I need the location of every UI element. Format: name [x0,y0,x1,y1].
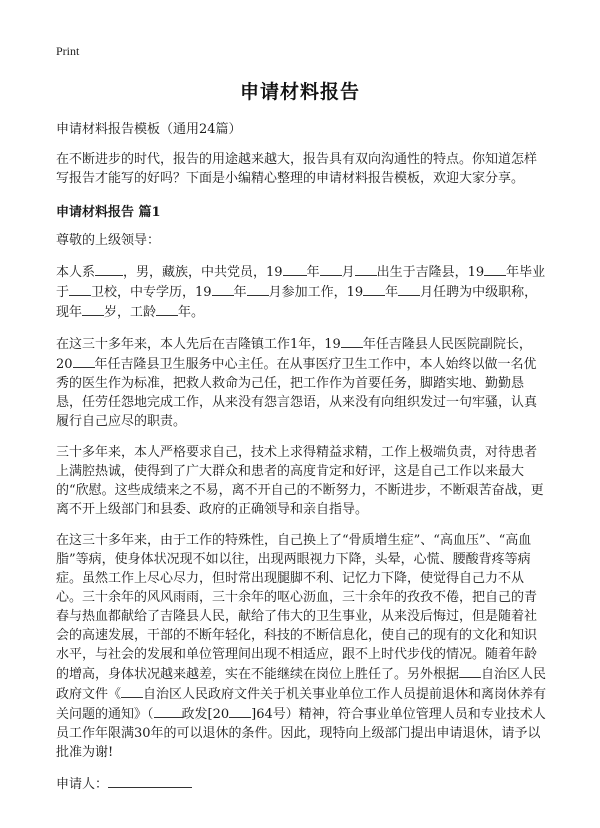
fill-blank [355,262,377,276]
text-segment: 年任吉隆县卫生服务中心主任。在从事医疗卫生工作中，本人始终以做一名优秀的医生作为标准，把救人救命为己任，把工作作为首要任务，脚踏实地、勤勤恳恳，任劳任怨地完成工作，从来没有怨言怨语，从来没有向组织发过一句牢骚，认真履行自己应尽的职责。 [56,357,538,429]
document-subtitle: 申请材料报告模板（通用24篇） [56,122,242,137]
document-body [56,120,548,794]
paragraph-3: 三十多年来，本人严格要求自己，技术上求得精益求精，工作上极端负责，对待患者上满腔热诚，使得到了广大群众和患者的高度肯定和好评，这是自己工作以来最大的“欣慰。这些成绩来之不易，离不开自己的不断努力，不断进步，不断艰苦奋战，更离不开上级部门和县委、政府的正确领导和亲自指导。 [56,445,544,517]
signature-label: 申请人： [56,777,109,792]
text-segment: 月任聘为中级职称，现年 [56,285,538,320]
paragraph-4 [56,531,548,762]
fill-blank [283,262,307,276]
fill-blank [121,684,143,698]
text-segment: 本人系 [56,265,96,280]
print-link[interactable]: Print [56,44,80,58]
fill-blank [95,262,123,276]
text-segment: 年 [233,285,247,300]
page-title: 申请材料报告 [239,81,360,103]
text-segment: ]64号）精神，符合事业单位管理人员和专业技术人员工作年限满30年的可以退休的条件。因此，现特向上级部门提出申请退休，请予以批准为谢! [56,707,546,760]
fill-blank [154,704,182,718]
text-segment: 月参加工作，19 [268,285,364,300]
fill-blank [212,282,234,296]
paragraph-2 [56,334,548,431]
paragraph-1 [56,262,548,322]
fill-blank [484,262,506,276]
text-segment: 出生于吉隆县，19 [376,265,485,280]
intro-paragraph: 在不断进步的时代，报告的用途越来越大，报告具有双向沟通性的特点。你知道怎样写报告才能写的好吗？下面是小编精心整理的申请材料报告模板，欢迎大家分享。 [56,152,538,186]
fill-blank [69,282,91,296]
fill-blank [320,262,342,276]
fill-blank [156,302,178,316]
text-segment: 政发[20 [181,707,230,722]
text-segment: 自治区人民政府文件关于机关事业单位工作人员提前退休和离岗休养有关问题的通知》（ [56,687,547,722]
text-segment: 在这三十多年来，本人先后在吉隆镇工作1年，19 [56,337,341,352]
fill-blank [247,282,269,296]
signature-blank [108,774,192,788]
fill-blank [82,302,104,316]
fill-blank [398,282,420,296]
fill-blank [363,282,385,296]
text-segment: 卫校，中专学历，19 [91,285,212,300]
text-segment: 年 [306,265,320,280]
fill-blank [341,334,363,348]
text-segment: 自治区人民政府文件《 [56,667,547,702]
fill-blank [459,664,481,678]
text-segment: 年毕业于 [56,265,546,300]
section-heading: 申请材料报告 篇1 [56,205,161,220]
text-segment: 月 [341,265,355,280]
text-segment: ，男，藏族，中共党员，19 [123,265,283,280]
text-segment: 年。 [178,305,205,320]
greeting: 尊敬的上级领导： [56,233,161,248]
text-segment: 岁，工龄 [104,305,157,320]
text-segment: 在这三十多年来，由于工作的特殊性，自己换上了“骨质增生症”、“高血压”、“高血脂”等病，使身体状况现不如以往，出现两眼视力下降，头晕，心慌、腰酸背疼等病症。虽然工作上尽心尽力，但时常出现腿脚不利、记忆力下降，使觉得自己力不从心。三十余年的风风雨雨，三十余年的呕心沥血，三十余年的孜孜不倦，把自己的青春与热血都献给了吉隆县人民，献给了伟大的卫生事业，从来没后悔过，但是随着社会的高速发展，干部的不断年轻化，科技的不断信息化，使自己的现有的文化和知识水平，与社会的发展和单位管理间出现不相适应，跟不上时代步伐的情况。随着年龄的增高，身体状况越来越差，实在不能继续在岗位上胜任了。另外根据 [56,533,538,682]
fill-blank [229,704,251,718]
signature-line [56,774,548,794]
fill-blank [73,354,95,368]
text-segment: 年任吉隆县人民医院副院长，20 [56,337,532,372]
text-segment: 年 [385,285,399,300]
